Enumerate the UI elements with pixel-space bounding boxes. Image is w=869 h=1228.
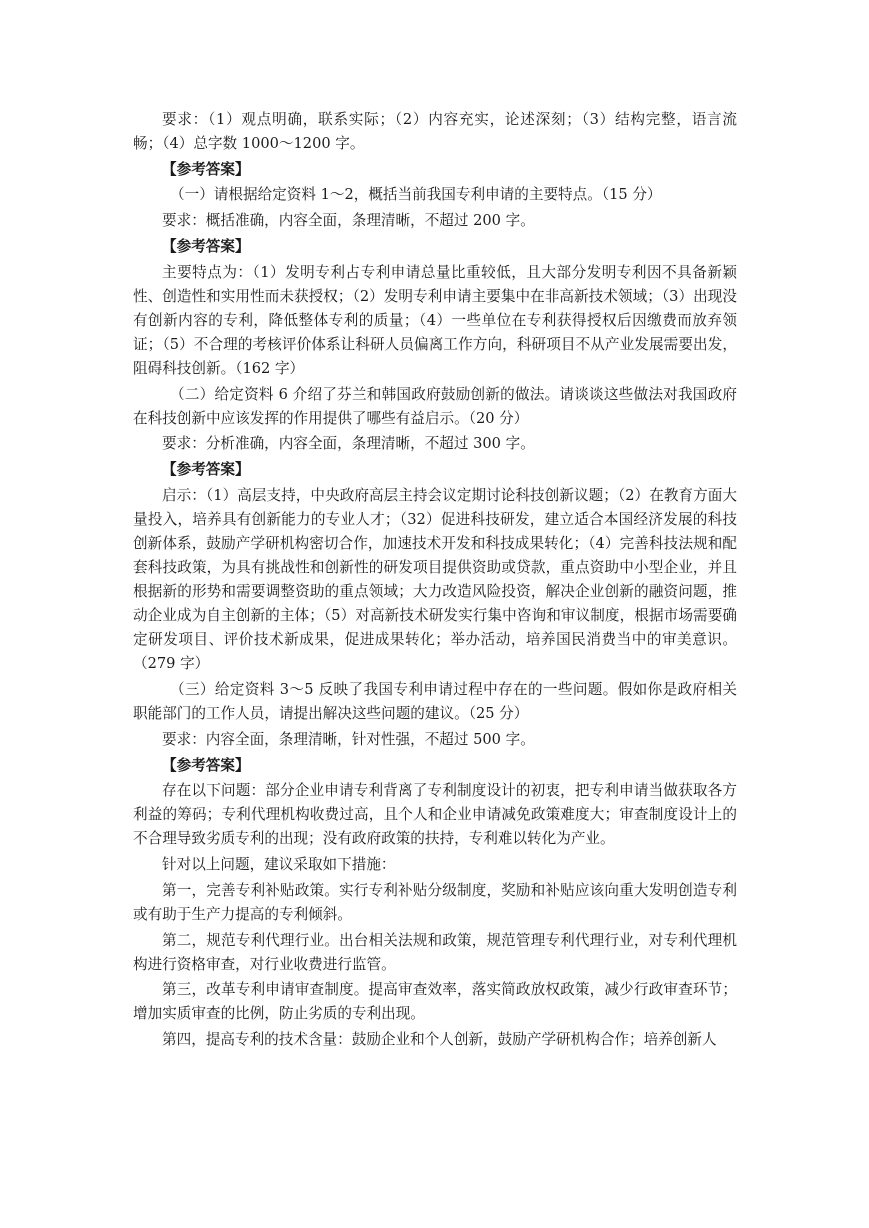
document-body	[133, 108, 737, 1054]
requirement-q3: 要求：内容全面，条理清晰，针对性强，不超过 500 字。	[162, 730, 535, 748]
reference-answer-heading: 【参考答案】	[162, 160, 250, 178]
answer-q3-problems: 存在以下问题：部分企业申请专利背离了专利制度设计的初衷，把专利申请当做获取各方利益的筹码；专利代理机构收费过高，且个人和企业申请减免政策难度大；审查制度设计上的不合理导致劣质专利的出现；没有政府政策的扶持，专利难以转化为产业。	[133, 782, 737, 848]
requirement-q1: 要求：概括准确，内容全面，条理清晰，不超过 200 字。	[162, 212, 535, 230]
question-1: （一）请根据给定资料 1～2，概括当前我国专利申请的主要特点。（15 分）	[170, 186, 662, 204]
requirement-essay: 要求：（1）观点明确，联系实际；（2）内容充实，论述深刻；（3）结构完整，语言流畅；（4）总字数 1000～1200 字。	[133, 111, 737, 153]
reference-answer-heading: 【参考答案】	[162, 756, 250, 774]
reference-answer-heading: 【参考答案】	[162, 237, 250, 255]
answer-q2: 启示：（1）高层支持，中央政府高层主持会议定期讨论科技创新议题；（2）在教育方面大量投入，培养具有创新能力的专业人才；（32）促进科技研发，建立适合本国经济发展的科技创新体系，鼓励产学研机构密切合作，加速技术开发和科技成果转化；（4）完善科技法规和配套科技政策，为具有挑战性和创新性的研发项目提供资助或贷款，重点资助中小型企业，并且根据新的形势和需要调整资助的重点领域；大力改造风险投资，解决企业创新的融资问题，推动企业成为自主创新的主体；（5）对高新技术研发实行集中咨询和审议制度，根据市场需要确定研发项目、评价技术新成果，促进成果转化；举办活动，培养国民消费当中的审美意识。（279 字）	[133, 486, 737, 673]
question-3: （三）给定资料 3～5 反映了我国专利申请过程中存在的一些问题。假如你是政府相关职能部门的工作人员，请提出解决这些问题的建议。（25 分）	[133, 681, 737, 723]
requirement-q2: 要求：分析准确，内容全面，条理清晰，不超过 300 字。	[162, 435, 535, 453]
question-2: （二）给定资料 6 介绍了芬兰和韩国政府鼓励创新的做法。请谈谈这些做法对我国政府在科技创新中应该发挥的作用提供了哪些有益启示。（20 分）	[133, 385, 737, 427]
answer-q3-intro: 针对以上问题，建议采取如下措施：	[162, 856, 396, 874]
reference-answer-heading: 【参考答案】	[162, 461, 250, 479]
answer-q3-measure-3: 第三，改革专利申请审查制度。提高审查效率，落实简政放权政策，减少行政审查环节；增加实质审查的比例，防止劣质的专利出现。	[133, 981, 737, 1023]
answer-q3-measure-4: 第四，提高专利的技术含量：鼓励企业和个人创新，鼓励产学研机构合作；培养创新人	[162, 1031, 717, 1049]
answer-q3-measure-2: 第二，规范专利代理行业。出台相关法规和政策，规范管理专利代理行业，对专利代理机构进行资格审查，对行业收费进行监管。	[133, 931, 737, 973]
answer-q1: 主要特点为：（1）发明专利占专利申请总量比重较低，且大部分发明专利因不具备新颖性、创造性和实用性而未获授权；（2）发明专利申请主要集中在非高新技术领域；（3）出现没有创新内容的专利，降低整体专利的质量；（4）一些单位在专利获得授权后因缴费而放弃领证；（5）不合理的考核评价体系让科研人员偏离工作方向，科研项目不从产业发展需要出发，阻碍科技创新。（162 字）	[133, 263, 737, 377]
answer-q3-measure-1: 第一，完善专利补贴政策。实行专利补贴分级制度，奖励和补贴应该向重大发明创造专利或有助于生产力提高的专利倾斜。	[133, 881, 737, 923]
